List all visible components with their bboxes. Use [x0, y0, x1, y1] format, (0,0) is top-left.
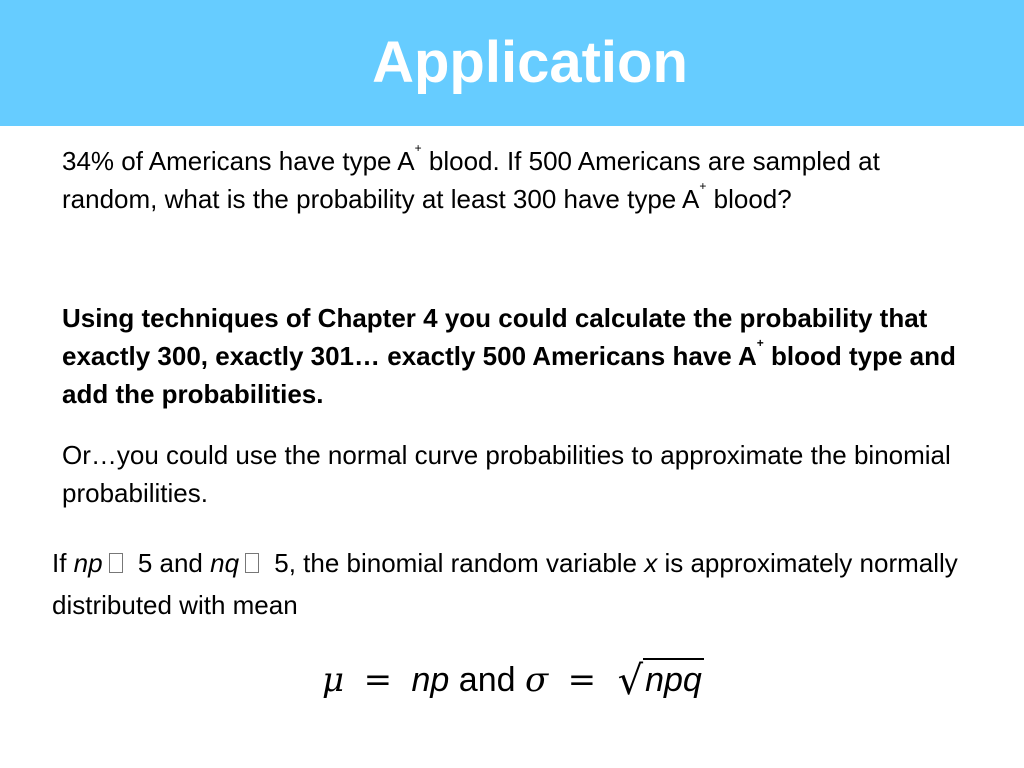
- approximation-condition: [52, 542, 992, 626]
- condition-variable-text: 5, the binomial random variable: [267, 548, 645, 578]
- problem-statement: [62, 142, 962, 218]
- formula-np: np: [411, 661, 450, 699]
- method-text-2: blood type and add the probabilities.: [62, 341, 956, 409]
- problem-text-3: blood?: [706, 184, 792, 214]
- title-bar: [0, 0, 1024, 126]
- formula-sigma: σ: [524, 660, 549, 700]
- chapter4-method: [62, 299, 962, 413]
- condition-rest: is approximately normally distributed with mean: [52, 548, 958, 620]
- formula-equals: =: [363, 660, 393, 700]
- missing-glyph-icon: [109, 553, 123, 573]
- condition-if: If: [52, 548, 74, 578]
- formula-npq: npq: [643, 658, 704, 700]
- formula-sqrt: [618, 650, 704, 708]
- condition-nq: nq: [210, 548, 240, 578]
- problem-text-2: blood. If 500 Americans are sampled at random, what is the probability at least 300 have type A: [62, 146, 880, 214]
- condition-five-and: 5 and: [130, 548, 211, 578]
- superscript-plus: +: [756, 336, 764, 350]
- method-text-1: Using techniques of Chapter 4 you could calculate the probability that exactly 300, exactly 301… exactly 500 Americans have A: [62, 303, 928, 371]
- condition-x: x: [644, 548, 658, 578]
- missing-glyph-icon: [245, 553, 259, 573]
- problem-text-1: 34% of Americans have type A: [62, 146, 415, 176]
- superscript-plus: +: [699, 179, 707, 193]
- formula-and: and: [458, 661, 525, 699]
- condition-np: np: [73, 548, 103, 578]
- mean-sd-formula: [322, 650, 704, 706]
- sqrt-icon: √: [617, 658, 644, 704]
- formula-mu: μ: [322, 660, 345, 700]
- superscript-plus: +: [414, 141, 422, 155]
- formula-equals: =: [567, 660, 597, 700]
- normal-approximation-note: Or…you could use the normal curve probabilities to approximate the binomial probabilities.: [62, 440, 951, 508]
- slide-title: Application: [372, 30, 688, 95]
